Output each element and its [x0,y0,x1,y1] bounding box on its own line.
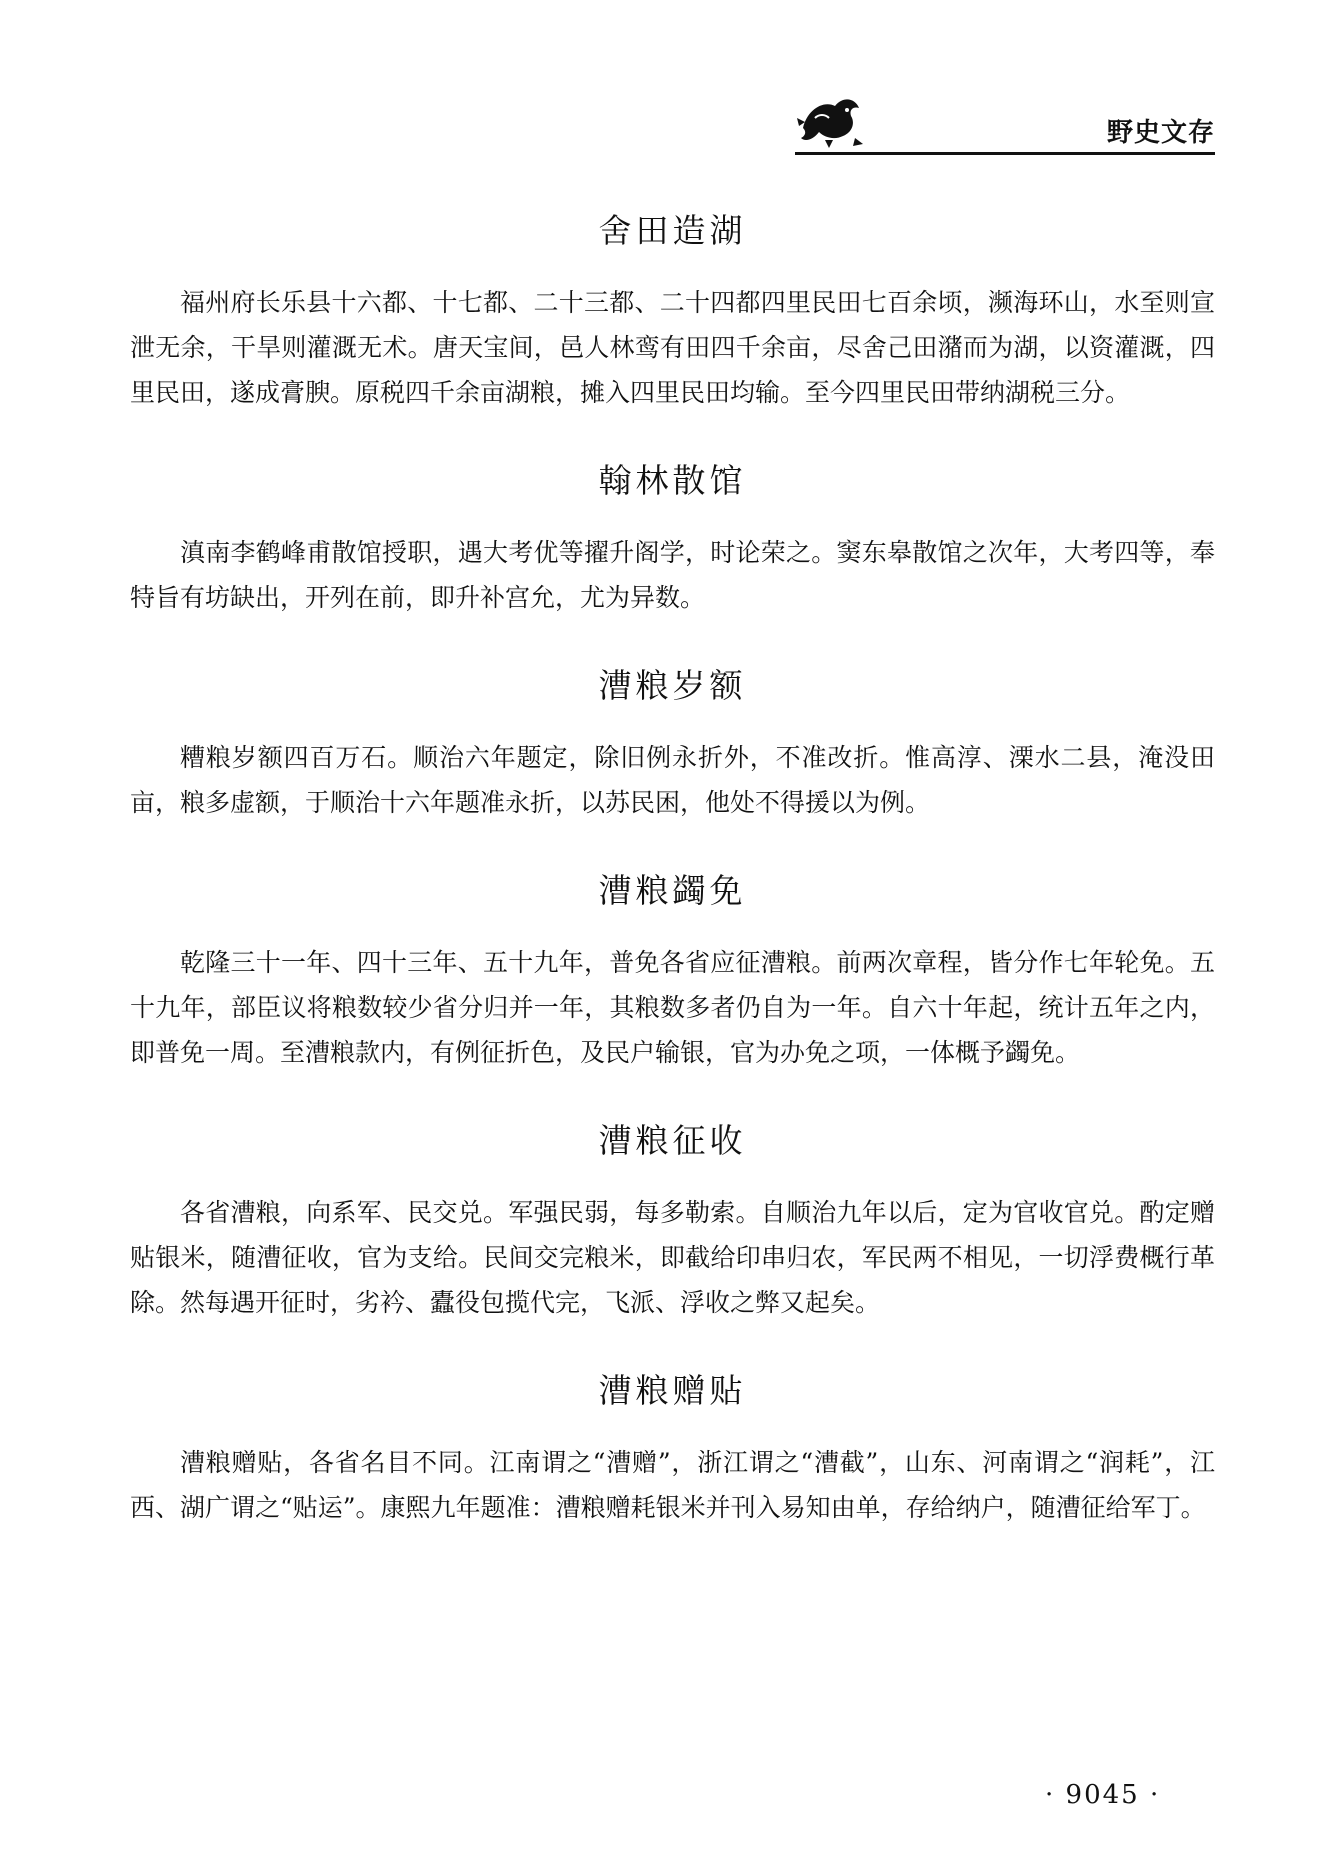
entry-cao-liang-zeng-tie [130,1365,1215,1530]
dragon-emblem-icon [795,88,865,150]
entry-cao-liang-zheng-shou [130,1115,1215,1325]
entry-cao-liang-juan-mian [130,865,1215,1075]
entry-title: 漕粮蠲免 [598,871,747,910]
entry-title: 漕粮征收 [598,1121,747,1160]
entry-han-lin-san-guan [130,455,1215,620]
entry-cao-liang-sui-e [130,660,1215,825]
entry-title: 舍田造湖 [598,211,747,250]
entry-she-tian-zao-hu [130,205,1215,415]
entry-body: 漕粮赠贴，各省名目不同。江南谓之“漕赠”，浙江谓之“漕截”，山东、河南谓之“润耗”，江西、湖广谓之“贴运”。康熙九年题准：漕粮赠耗银米并刊入易知由单，存给纳户，随漕征给军丁。 [130,1448,1215,1522]
entry-title: 漕粮赠贴 [598,1371,747,1410]
entry-title: 漕粮岁额 [598,666,747,705]
header-rule [795,152,1215,155]
page-header [795,88,1215,158]
series-title: 野史文存 [1106,118,1215,148]
page-number: · 9045 · [1045,1780,1161,1810]
entry-body: 糟粮岁额四百万石。顺治六年题定，除旧例永折外，不准改折。惟高淳、溧水二县，淹没田亩，粮多虚额，于顺治十六年题准永折，以苏民困，他处不得援以为例。 [130,743,1215,817]
entry-title: 翰林散馆 [598,461,747,500]
entry-body: 乾隆三十一年、四十三年、五十九年，普免各省应征漕粮。前两次章程，皆分作七年轮免。五十九年，部臣议将粮数较少省分归并一年，其粮数多者仍自为一年。自六十年起，统计五年之内，即普免一周。至漕粮款内，有例征折色，及民户输银，官为办免之项，一体概予蠲免。 [130,948,1215,1067]
entry-body: 滇南李鹤峰甫散馆授职，遇大考优等擢升阁学，时论荣之。窦东皋散馆之次年，大考四等，奉特旨有坊缺出，开列在前，即升补宫允，尤为异数。 [130,538,1215,612]
page-content [130,205,1215,1530]
entry-body: 各省漕粮，向系军、民交兑。军强民弱，每多勒索。自顺治九年以后，定为官收官兑。酌定赠贴银米，随漕征收，官为支给。民间交完粮米，即截给印串归农，军民两不相见，一切浮费概行革除。然每遇开征时，劣衿、蠹役包揽代完，飞派、浮收之弊又起矣。 [130,1198,1215,1317]
entry-body: 福州府长乐县十六都、十七都、二十三都、二十四都四里民田七百余顷，濒海环山，水至则宣泄无余，干旱则灌溉无术。唐天宝间，邑人林鸾有田四千余亩，尽舍己田潴而为湖，以资灌溉，四里民田，遂成膏腴。原税四千余亩湖粮，摊入四里民田均输。至今四里民田带纳湖税三分。 [130,288,1215,407]
